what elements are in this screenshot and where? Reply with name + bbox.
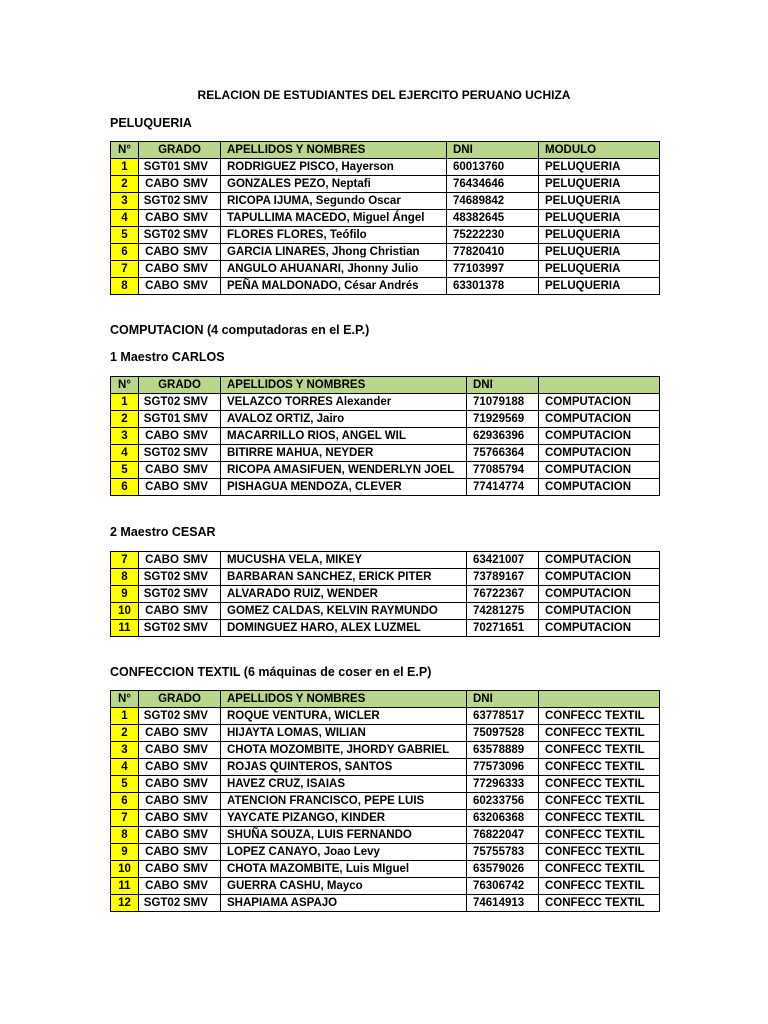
cell-name: SHAPIAMA ASPAJO bbox=[221, 895, 467, 912]
header-name: APELLIDOS Y NOMBRES bbox=[221, 691, 467, 708]
header-number: N° bbox=[111, 142, 139, 159]
header-name: APELLIDOS Y NOMBRES bbox=[221, 377, 467, 394]
cell-modulo: CONFECC TEXTIL bbox=[539, 759, 660, 776]
table-row bbox=[111, 827, 660, 844]
table-row bbox=[111, 810, 660, 827]
table-row bbox=[111, 176, 660, 193]
cell-name: HIJAYTA LOMAS, WILIAN bbox=[221, 725, 467, 742]
cell-name: MUCUSHA VELA, MIKEY bbox=[221, 552, 467, 569]
cell-grado bbox=[139, 193, 221, 210]
table-row bbox=[111, 193, 660, 210]
grado-rank: SGT02 bbox=[143, 622, 181, 634]
cell-dni: 63301378 bbox=[447, 278, 539, 295]
cell-grado bbox=[139, 810, 221, 827]
cell-name: ROJAS QUINTEROS, SANTOS bbox=[221, 759, 467, 776]
cell-number: 1 bbox=[111, 159, 139, 176]
grado-rank: CABO bbox=[145, 605, 179, 617]
section-heading-confeccion: CONFECCION TEXTIL (6 máquinas de coser en el E.P) bbox=[110, 665, 432, 679]
cell-grado bbox=[139, 278, 221, 295]
grado-rank: SGT02 bbox=[143, 447, 181, 459]
cell-name: SHUÑA SOUZA, LUIS FERNANDO bbox=[221, 827, 467, 844]
grado-rank: SGT02 bbox=[143, 195, 181, 207]
cell-number: 7 bbox=[111, 552, 139, 569]
cell-grado bbox=[139, 586, 221, 603]
maestro-cesar-heading: 2 Maestro CESAR bbox=[110, 525, 216, 539]
cell-name: PISHAGUA MENDOZA, CLEVER bbox=[221, 479, 467, 496]
cell-name: GARCIA LINARES, Jhong Christian bbox=[221, 244, 447, 261]
cell-grado bbox=[139, 742, 221, 759]
maestro-carlos-heading: 1 Maestro CARLOS bbox=[110, 350, 225, 364]
grado-rank: SGT02 bbox=[143, 588, 181, 600]
cell-grado bbox=[139, 878, 221, 895]
cell-number: 3 bbox=[111, 742, 139, 759]
cell-name: MACARRILLO RIOS, ANGEL WIL bbox=[221, 428, 467, 445]
grado-type: SMV bbox=[183, 195, 208, 207]
header-dni: DNI bbox=[467, 377, 539, 394]
cell-modulo: PELUQUERIA bbox=[539, 159, 660, 176]
cell-name: RICOPA IJUMA, Segundo Oscar bbox=[221, 193, 447, 210]
grado-type: SMV bbox=[183, 396, 208, 408]
table-row bbox=[111, 725, 660, 742]
cell-number: 4 bbox=[111, 445, 139, 462]
grado-type: SMV bbox=[183, 263, 208, 275]
grado-type: SMV bbox=[183, 710, 208, 722]
grado-type: SMV bbox=[183, 464, 208, 476]
cell-modulo: CONFECC TEXTIL bbox=[539, 776, 660, 793]
cell-grado bbox=[139, 776, 221, 793]
cell-name: ALVARADO RUIZ, WENDER bbox=[221, 586, 467, 603]
table-row bbox=[111, 844, 660, 861]
cell-modulo: CONFECC TEXTIL bbox=[539, 742, 660, 759]
cell-modulo: CONFECC TEXTIL bbox=[539, 708, 660, 725]
cell-modulo: COMPUTACION bbox=[539, 428, 660, 445]
cell-grado bbox=[139, 827, 221, 844]
table-row bbox=[111, 742, 660, 759]
cell-number: 10 bbox=[111, 861, 139, 878]
cell-modulo: PELUQUERIA bbox=[539, 193, 660, 210]
grado-rank: CABO bbox=[145, 212, 179, 224]
grado-rank: CABO bbox=[145, 778, 179, 790]
cell-number: 6 bbox=[111, 793, 139, 810]
cell-modulo: CONFECC TEXTIL bbox=[539, 827, 660, 844]
grado-rank: CABO bbox=[145, 464, 179, 476]
cell-modulo: COMPUTACION bbox=[539, 569, 660, 586]
cell-name: ANGULO AHUANARI, Jhonny Julio bbox=[221, 261, 447, 278]
cell-dni: 77296333 bbox=[467, 776, 539, 793]
cell-dni: 74281275 bbox=[467, 603, 539, 620]
cell-number: 11 bbox=[111, 620, 139, 637]
grado-rank: CABO bbox=[145, 178, 179, 190]
cell-modulo: COMPUTACION bbox=[539, 411, 660, 428]
table-row bbox=[111, 620, 660, 637]
cell-name: GUERRA CASHU, Mayco bbox=[221, 878, 467, 895]
cell-dni: 60013760 bbox=[447, 159, 539, 176]
cell-grado bbox=[139, 411, 221, 428]
table-row bbox=[111, 394, 660, 411]
cell-dni: 76722367 bbox=[467, 586, 539, 603]
section-heading-computacion: COMPUTACION (4 computadoras en el E.P.) bbox=[110, 323, 370, 337]
cell-name: GOMEZ CALDAS, KELVIN RAYMUNDO bbox=[221, 603, 467, 620]
cell-modulo: COMPUTACION bbox=[539, 445, 660, 462]
cell-grado bbox=[139, 620, 221, 637]
cell-modulo: COMPUTACION bbox=[539, 552, 660, 569]
cell-number: 8 bbox=[111, 278, 139, 295]
cell-name: ATENCION FRANCISCO, PEPE LUIS bbox=[221, 793, 467, 810]
header-number: N° bbox=[111, 691, 139, 708]
cell-modulo: PELUQUERIA bbox=[539, 176, 660, 193]
cell-grado bbox=[139, 227, 221, 244]
cell-modulo: COMPUTACION bbox=[539, 479, 660, 496]
cell-modulo: COMPUTACION bbox=[539, 620, 660, 637]
cell-number: 7 bbox=[111, 261, 139, 278]
grado-rank: CABO bbox=[145, 829, 179, 841]
grado-type: SMV bbox=[183, 795, 208, 807]
cell-modulo: PELUQUERIA bbox=[539, 244, 660, 261]
cell-number: 6 bbox=[111, 244, 139, 261]
cell-dni: 74614913 bbox=[467, 895, 539, 912]
cell-name: RODRIGUEZ PISCO, Hayerson bbox=[221, 159, 447, 176]
cell-dni: 77085794 bbox=[467, 462, 539, 479]
cell-dni: 63578889 bbox=[467, 742, 539, 759]
cell-dni: 73789167 bbox=[467, 569, 539, 586]
table-row bbox=[111, 244, 660, 261]
header-dni: DNI bbox=[447, 142, 539, 159]
cell-modulo: CONFECC TEXTIL bbox=[539, 810, 660, 827]
cell-modulo: CONFECC TEXTIL bbox=[539, 725, 660, 742]
cell-number: 11 bbox=[111, 878, 139, 895]
grado-rank: SGT02 bbox=[143, 710, 181, 722]
cell-grado bbox=[139, 394, 221, 411]
cell-modulo: CONFECC TEXTIL bbox=[539, 878, 660, 895]
table-row bbox=[111, 793, 660, 810]
cell-dni: 62936396 bbox=[467, 428, 539, 445]
table-row bbox=[111, 759, 660, 776]
grado-rank: CABO bbox=[145, 554, 179, 566]
cell-name: BITIRRE MAHUA, NEYDER bbox=[221, 445, 467, 462]
cell-number: 1 bbox=[111, 394, 139, 411]
cell-dni: 77414774 bbox=[467, 479, 539, 496]
cell-grado bbox=[139, 462, 221, 479]
cell-number: 3 bbox=[111, 428, 139, 445]
grado-type: SMV bbox=[183, 229, 208, 241]
table-confeccion-textil bbox=[110, 690, 660, 912]
table-row bbox=[111, 552, 660, 569]
grado-rank: CABO bbox=[145, 263, 179, 275]
table-row bbox=[111, 411, 660, 428]
table-row bbox=[111, 462, 660, 479]
cell-name: ROQUE VENTURA, WICLER bbox=[221, 708, 467, 725]
cell-dni: 77573096 bbox=[467, 759, 539, 776]
cell-grado bbox=[139, 479, 221, 496]
grado-type: SMV bbox=[183, 588, 208, 600]
cell-grado bbox=[139, 603, 221, 620]
cell-grado bbox=[139, 445, 221, 462]
cell-modulo: PELUQUERIA bbox=[539, 210, 660, 227]
header-grado: GRADO bbox=[139, 377, 221, 394]
cell-grado bbox=[139, 708, 221, 725]
cell-name: CHOTA MOZOMBITE, JHORDY GABRIEL bbox=[221, 742, 467, 759]
grado-rank: CABO bbox=[145, 761, 179, 773]
table-row bbox=[111, 708, 660, 725]
cell-number: 2 bbox=[111, 411, 139, 428]
grado-type: SMV bbox=[183, 778, 208, 790]
cell-number: 4 bbox=[111, 210, 139, 227]
cell-dni: 63421007 bbox=[467, 552, 539, 569]
grado-type: SMV bbox=[183, 161, 208, 173]
cell-modulo: PELUQUERIA bbox=[539, 227, 660, 244]
cell-modulo: CONFECC TEXTIL bbox=[539, 861, 660, 878]
cell-name: VELAZCO TORRES Alexander bbox=[221, 394, 467, 411]
table-row bbox=[111, 586, 660, 603]
cell-name: HAVEZ CRUZ, ISAIAS bbox=[221, 776, 467, 793]
cell-name: AVALOZ ORTIZ, Jairo bbox=[221, 411, 467, 428]
grado-type: SMV bbox=[183, 178, 208, 190]
cell-name: YAYCATE PIZANGO, KINDER bbox=[221, 810, 467, 827]
cell-dni: 75097528 bbox=[467, 725, 539, 742]
cell-grado bbox=[139, 244, 221, 261]
cell-modulo: PELUQUERIA bbox=[539, 261, 660, 278]
cell-dni: 75766364 bbox=[467, 445, 539, 462]
grado-type: SMV bbox=[183, 744, 208, 756]
grado-rank: CABO bbox=[145, 880, 179, 892]
table-row bbox=[111, 159, 660, 176]
grado-rank: CABO bbox=[145, 481, 179, 493]
grado-rank: SGT01 bbox=[143, 161, 181, 173]
cell-grado bbox=[139, 759, 221, 776]
header-dni: DNI bbox=[467, 691, 539, 708]
table-peluqueria bbox=[110, 141, 660, 295]
cell-name: BARBARAN SANCHEZ, ERICK PITER bbox=[221, 569, 467, 586]
cell-grado bbox=[139, 844, 221, 861]
cell-number: 8 bbox=[111, 569, 139, 586]
cell-modulo: COMPUTACION bbox=[539, 586, 660, 603]
cell-grado bbox=[139, 176, 221, 193]
grado-type: SMV bbox=[183, 761, 208, 773]
table-row bbox=[111, 776, 660, 793]
cell-dni: 75222230 bbox=[447, 227, 539, 244]
grado-type: SMV bbox=[183, 846, 208, 858]
grado-type: SMV bbox=[183, 280, 208, 292]
cell-dni: 71929569 bbox=[467, 411, 539, 428]
cell-modulo: COMPUTACION bbox=[539, 394, 660, 411]
table-header-row bbox=[111, 377, 660, 394]
cell-modulo: CONFECC TEXTIL bbox=[539, 895, 660, 912]
table-row bbox=[111, 878, 660, 895]
cell-name: PEÑA MALDONADO, César Andrés bbox=[221, 278, 447, 295]
grado-type: SMV bbox=[183, 605, 208, 617]
cell-grado bbox=[139, 428, 221, 445]
grado-rank: SGT02 bbox=[143, 229, 181, 241]
cell-name: GONZALES PEZO, Neptafi bbox=[221, 176, 447, 193]
cell-dni: 76306742 bbox=[467, 878, 539, 895]
grado-type: SMV bbox=[183, 863, 208, 875]
cell-grado bbox=[139, 725, 221, 742]
section-heading-peluqueria: PELUQUERIA bbox=[110, 116, 192, 130]
cell-name: TAPULLIMA MACEDO, Miguel Ángel bbox=[221, 210, 447, 227]
grado-type: SMV bbox=[183, 897, 208, 909]
cell-name: RICOPA AMASIFUEN, WENDERLYN JOEL bbox=[221, 462, 467, 479]
table-header-row bbox=[111, 691, 660, 708]
header-modulo: MODULO bbox=[539, 142, 660, 159]
cell-dni: 76822047 bbox=[467, 827, 539, 844]
cell-dni: 77103997 bbox=[447, 261, 539, 278]
grado-rank: CABO bbox=[145, 744, 179, 756]
grado-type: SMV bbox=[183, 554, 208, 566]
cell-number: 10 bbox=[111, 603, 139, 620]
table-row bbox=[111, 479, 660, 496]
cell-dni: 63778517 bbox=[467, 708, 539, 725]
cell-number: 4 bbox=[111, 759, 139, 776]
table-header-row bbox=[111, 142, 660, 159]
cell-name: DOMINGUEZ HARO, ALEX LUZMEL bbox=[221, 620, 467, 637]
header-number: N° bbox=[111, 377, 139, 394]
header-grado: GRADO bbox=[139, 142, 221, 159]
grado-rank: SGT02 bbox=[143, 396, 181, 408]
cell-number: 9 bbox=[111, 844, 139, 861]
grado-type: SMV bbox=[183, 447, 208, 459]
cell-grado bbox=[139, 210, 221, 227]
cell-dni: 74689842 bbox=[447, 193, 539, 210]
cell-grado bbox=[139, 861, 221, 878]
grado-type: SMV bbox=[183, 430, 208, 442]
cell-number: 5 bbox=[111, 227, 139, 244]
cell-name: CHOTA MAZOMBITE, Luis MIguel bbox=[221, 861, 467, 878]
table-row bbox=[111, 445, 660, 462]
cell-dni: 48382645 bbox=[447, 210, 539, 227]
cell-number: 2 bbox=[111, 176, 139, 193]
cell-modulo: CONFECC TEXTIL bbox=[539, 793, 660, 810]
grado-type: SMV bbox=[183, 812, 208, 824]
grado-type: SMV bbox=[183, 212, 208, 224]
table-row bbox=[111, 569, 660, 586]
table-row bbox=[111, 861, 660, 878]
cell-dni: 63579026 bbox=[467, 861, 539, 878]
grado-type: SMV bbox=[183, 880, 208, 892]
cell-number: 5 bbox=[111, 462, 139, 479]
cell-modulo: COMPUTACION bbox=[539, 462, 660, 479]
cell-number: 2 bbox=[111, 725, 139, 742]
table-computacion-cesar bbox=[110, 551, 660, 637]
cell-dni: 77820410 bbox=[447, 244, 539, 261]
cell-name: FLORES FLORES, Teófilo bbox=[221, 227, 447, 244]
table-row bbox=[111, 261, 660, 278]
cell-dni: 60233756 bbox=[467, 793, 539, 810]
grado-rank: CABO bbox=[145, 812, 179, 824]
header-modulo bbox=[539, 377, 660, 394]
cell-dni: 71079188 bbox=[467, 394, 539, 411]
cell-grado bbox=[139, 552, 221, 569]
cell-number: 8 bbox=[111, 827, 139, 844]
table-row bbox=[111, 895, 660, 912]
cell-grado bbox=[139, 895, 221, 912]
grado-type: SMV bbox=[183, 571, 208, 583]
cell-number: 5 bbox=[111, 776, 139, 793]
cell-grado bbox=[139, 793, 221, 810]
cell-number: 9 bbox=[111, 586, 139, 603]
cell-modulo: CONFECC TEXTIL bbox=[539, 844, 660, 861]
grado-rank: SGT01 bbox=[143, 413, 181, 425]
header-modulo bbox=[539, 691, 660, 708]
grado-rank: CABO bbox=[145, 246, 179, 258]
table-row bbox=[111, 428, 660, 445]
cell-number: 7 bbox=[111, 810, 139, 827]
table-row bbox=[111, 227, 660, 244]
cell-number: 12 bbox=[111, 895, 139, 912]
cell-grado bbox=[139, 261, 221, 278]
cell-grado bbox=[139, 569, 221, 586]
cell-modulo: COMPUTACION bbox=[539, 603, 660, 620]
grado-rank: SGT02 bbox=[143, 897, 181, 909]
grado-type: SMV bbox=[183, 829, 208, 841]
cell-number: 1 bbox=[111, 708, 139, 725]
grado-rank: CABO bbox=[145, 863, 179, 875]
cell-dni: 75755783 bbox=[467, 844, 539, 861]
grado-rank: CABO bbox=[145, 280, 179, 292]
table-row bbox=[111, 603, 660, 620]
grado-rank: SGT02 bbox=[143, 571, 181, 583]
grado-type: SMV bbox=[183, 413, 208, 425]
table-computacion-carlos bbox=[110, 376, 660, 496]
cell-dni: 63206368 bbox=[467, 810, 539, 827]
cell-name: LOPEZ CANAYO, Joao Levy bbox=[221, 844, 467, 861]
cell-number: 3 bbox=[111, 193, 139, 210]
header-grado: GRADO bbox=[139, 691, 221, 708]
header-name: APELLIDOS Y NOMBRES bbox=[221, 142, 447, 159]
document-title: RELACION DE ESTUDIANTES DEL EJERCITO PERUANO UCHIZA bbox=[197, 88, 571, 102]
grado-rank: CABO bbox=[145, 727, 179, 739]
grado-rank: CABO bbox=[145, 430, 179, 442]
table-row bbox=[111, 278, 660, 295]
grado-rank: CABO bbox=[145, 795, 179, 807]
table-row bbox=[111, 210, 660, 227]
cell-grado bbox=[139, 159, 221, 176]
grado-type: SMV bbox=[183, 622, 208, 634]
cell-modulo: PELUQUERIA bbox=[539, 278, 660, 295]
grado-rank: CABO bbox=[145, 846, 179, 858]
grado-type: SMV bbox=[183, 246, 208, 258]
cell-number: 6 bbox=[111, 479, 139, 496]
cell-dni: 76434646 bbox=[447, 176, 539, 193]
grado-type: SMV bbox=[183, 727, 208, 739]
grado-type: SMV bbox=[183, 481, 208, 493]
cell-dni: 70271651 bbox=[467, 620, 539, 637]
